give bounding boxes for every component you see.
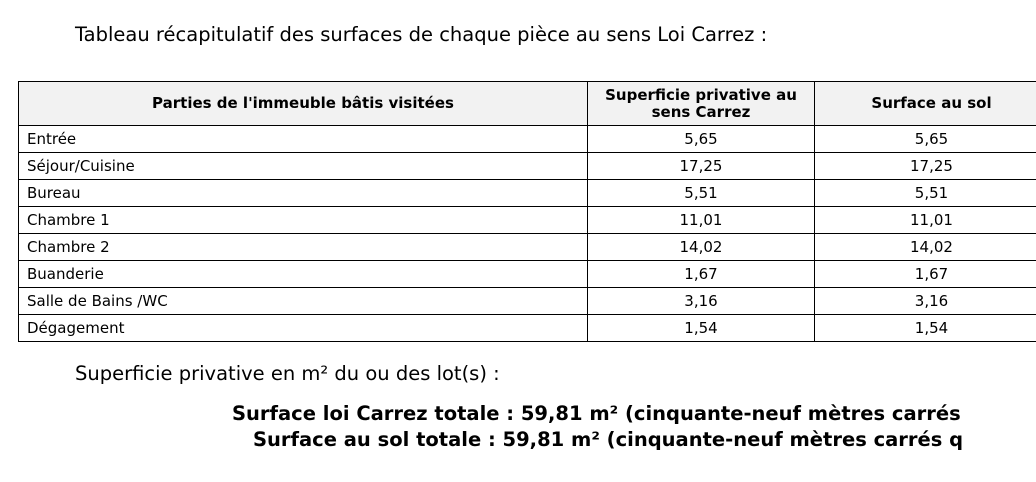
header-sol: [815, 82, 1036, 126]
room-name: Bureau: [19, 180, 588, 207]
table-row: [19, 180, 1036, 207]
carrez-value: 14,02: [588, 234, 815, 261]
total-carrez-line: Surface loi Carrez totale : 59,81 m² (cinquante-neuf mètres carrés: [232, 402, 961, 425]
header-carrez-line1: Superficie privative au: [605, 85, 797, 104]
table-row: [19, 153, 1036, 180]
room-name: Chambre 2: [19, 234, 588, 261]
carrez-value: 17,25: [588, 153, 815, 180]
header-carrez-line2: sens Carrez: [651, 102, 751, 121]
header-carrez: [588, 82, 815, 126]
table-row: [19, 315, 1036, 342]
sol-value: 17,25: [815, 153, 1036, 180]
room-name: Entrée: [19, 126, 588, 153]
surfaces-table: [18, 81, 1036, 342]
carrez-value: 1,67: [588, 261, 815, 288]
header-room-label: Parties de l'immeuble bâtis visitées: [152, 94, 454, 112]
room-name: Buanderie: [19, 261, 588, 288]
table-row: [19, 207, 1036, 234]
sol-value: 1,54: [815, 315, 1036, 342]
carrez-value: 1,54: [588, 315, 815, 342]
private-area-subtitle: Superficie privative en m² du ou des lot(s) :: [75, 362, 500, 385]
header-room: [19, 82, 588, 126]
room-name: Salle de Bains /WC: [19, 288, 588, 315]
room-name: Chambre 1: [19, 207, 588, 234]
carrez-value: 3,16: [588, 288, 815, 315]
carrez-value: 11,01: [588, 207, 815, 234]
sol-value: 1,67: [815, 261, 1036, 288]
sol-value: 11,01: [815, 207, 1036, 234]
table-row: [19, 126, 1036, 153]
sol-value: 3,16: [815, 288, 1036, 315]
sol-value: 5,51: [815, 180, 1036, 207]
table-header-row: [19, 82, 1036, 126]
carrez-value: 5,65: [588, 126, 815, 153]
total-sol-line: Surface au sol totale : 59,81 m² (cinquante-neuf mètres carrés q: [253, 428, 964, 451]
room-name: Dégagement: [19, 315, 588, 342]
table-row: [19, 261, 1036, 288]
page-title: Tableau récapitulatif des surfaces de chaque pièce au sens Loi Carrez :: [75, 23, 768, 46]
table-row: [19, 288, 1036, 315]
sol-value: 14,02: [815, 234, 1036, 261]
table-row: [19, 234, 1036, 261]
header-sol-label: Surface au sol: [871, 94, 992, 112]
room-name: Séjour/Cuisine: [19, 153, 588, 180]
sol-value: 5,65: [815, 126, 1036, 153]
carrez-value: 5,51: [588, 180, 815, 207]
